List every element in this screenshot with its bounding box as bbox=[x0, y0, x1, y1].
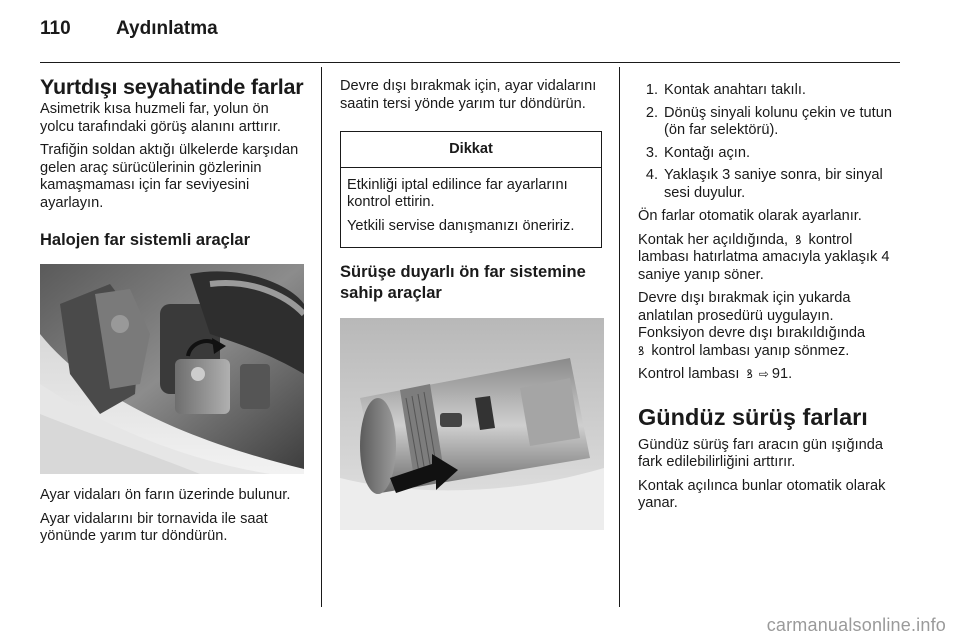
subsection-title: Halojen far sistemli araçlar bbox=[40, 231, 251, 249]
paragraph: Kontrol lambası ꝸ ⇨ 91. bbox=[638, 366, 793, 382]
subsection-title: Sürüşe duyarlı ön far sistemine sahip araçlar bbox=[340, 263, 586, 302]
headlight-adjust-photo bbox=[40, 264, 304, 474]
paragraph: Asimetrik kısa huzmeli far, yolun ön yolcu tarafındaki görüş alanını arttırır. bbox=[40, 101, 281, 135]
paragraph: Ayar vidalarını bir tornavida ile saat yönünde yarım tur döndürün. bbox=[40, 510, 268, 544]
lever-image bbox=[340, 318, 604, 530]
column-2 bbox=[340, 78, 606, 543]
section-title: Yurtdışı seyahatinde farlar bbox=[40, 75, 304, 99]
page-reference-link[interactable]: 91. bbox=[771, 366, 793, 382]
paragraph: Gündüz sürüş farı aracın gün ışığında fark edilebilirliğini arttırır. bbox=[638, 436, 883, 470]
page-number: 110 bbox=[40, 18, 71, 39]
paragraph: Ön farlar otomatik olarak ayarlanır. bbox=[638, 208, 862, 224]
column-3 bbox=[638, 82, 902, 519]
paragraph: Trafiğin soldan aktığı ülkelerde karşıdan gelen araç sürücülerinin gözlerinin kamaşmaması için far seviyesini ayarlayın. bbox=[40, 142, 299, 211]
paragraph: Kontak açılınca bunlar otomatik olarak yanar. bbox=[638, 477, 886, 511]
notice-body bbox=[341, 168, 601, 248]
list-item: 4. Yaklaşık 3 saniye sonra, bir sinyal sesi duyulur. bbox=[645, 167, 883, 201]
column-divider-1 bbox=[321, 67, 322, 607]
engine-bay-image bbox=[40, 264, 304, 474]
list-item: 1. Kontak anahtarı takılı. bbox=[645, 82, 806, 98]
watermark: carmanualsonline.info bbox=[766, 615, 946, 635]
headlight-warning-icon: ꝸ bbox=[746, 367, 753, 381]
section-title: Gündüz sürüş farları bbox=[638, 403, 868, 430]
paragraph: Devre dışı bırakmak için yukarda anlatılan prosedürü uygulayın. bbox=[638, 290, 851, 324]
steps-list bbox=[638, 82, 902, 202]
page-reference-icon[interactable]: ⇨ bbox=[758, 367, 769, 381]
paragraph: Kontak her açıldığında, ꝸ kontrol lambası hatırlatma amacıyla yaklaşık 4 saniye yanıp söner. bbox=[638, 231, 890, 283]
paragraph: Ayar vidaları ön farın üzerinde bulunur. bbox=[40, 487, 291, 503]
header-rule bbox=[40, 62, 900, 63]
notice-text: Yetkili servise danışmanızı öneririz. bbox=[347, 217, 575, 234]
chapter-title: Aydınlatma bbox=[116, 18, 218, 39]
column-divider-2 bbox=[619, 67, 620, 607]
paragraph: Fonksiyon devre dışı bırakıldığında ꝸ kontrol lambası yanıp sönmez. bbox=[638, 325, 866, 359]
list-item: 2. Dönüş sinyali kolunu çekin ve tutun (ön far selektörü). bbox=[645, 104, 892, 138]
turn-signal-lever-photo bbox=[340, 318, 604, 530]
list-item: 3. Kontağı açın. bbox=[645, 144, 751, 161]
notice-box bbox=[340, 131, 602, 248]
column-1 bbox=[40, 75, 306, 552]
headlight-warning-icon: ꝸ bbox=[638, 343, 645, 358]
page-header bbox=[40, 18, 218, 40]
headlight-warning-icon: ꝸ bbox=[795, 232, 802, 247]
notice-text: Etkinliği iptal edilince far ayarlarını kontrol ettirin. bbox=[347, 176, 568, 210]
paragraph: Devre dışı bırakmak için, ayar vidalarını saatin tersi yönde yarım tur döndürün. bbox=[340, 78, 597, 112]
notice-title: Dikkat bbox=[341, 132, 601, 168]
